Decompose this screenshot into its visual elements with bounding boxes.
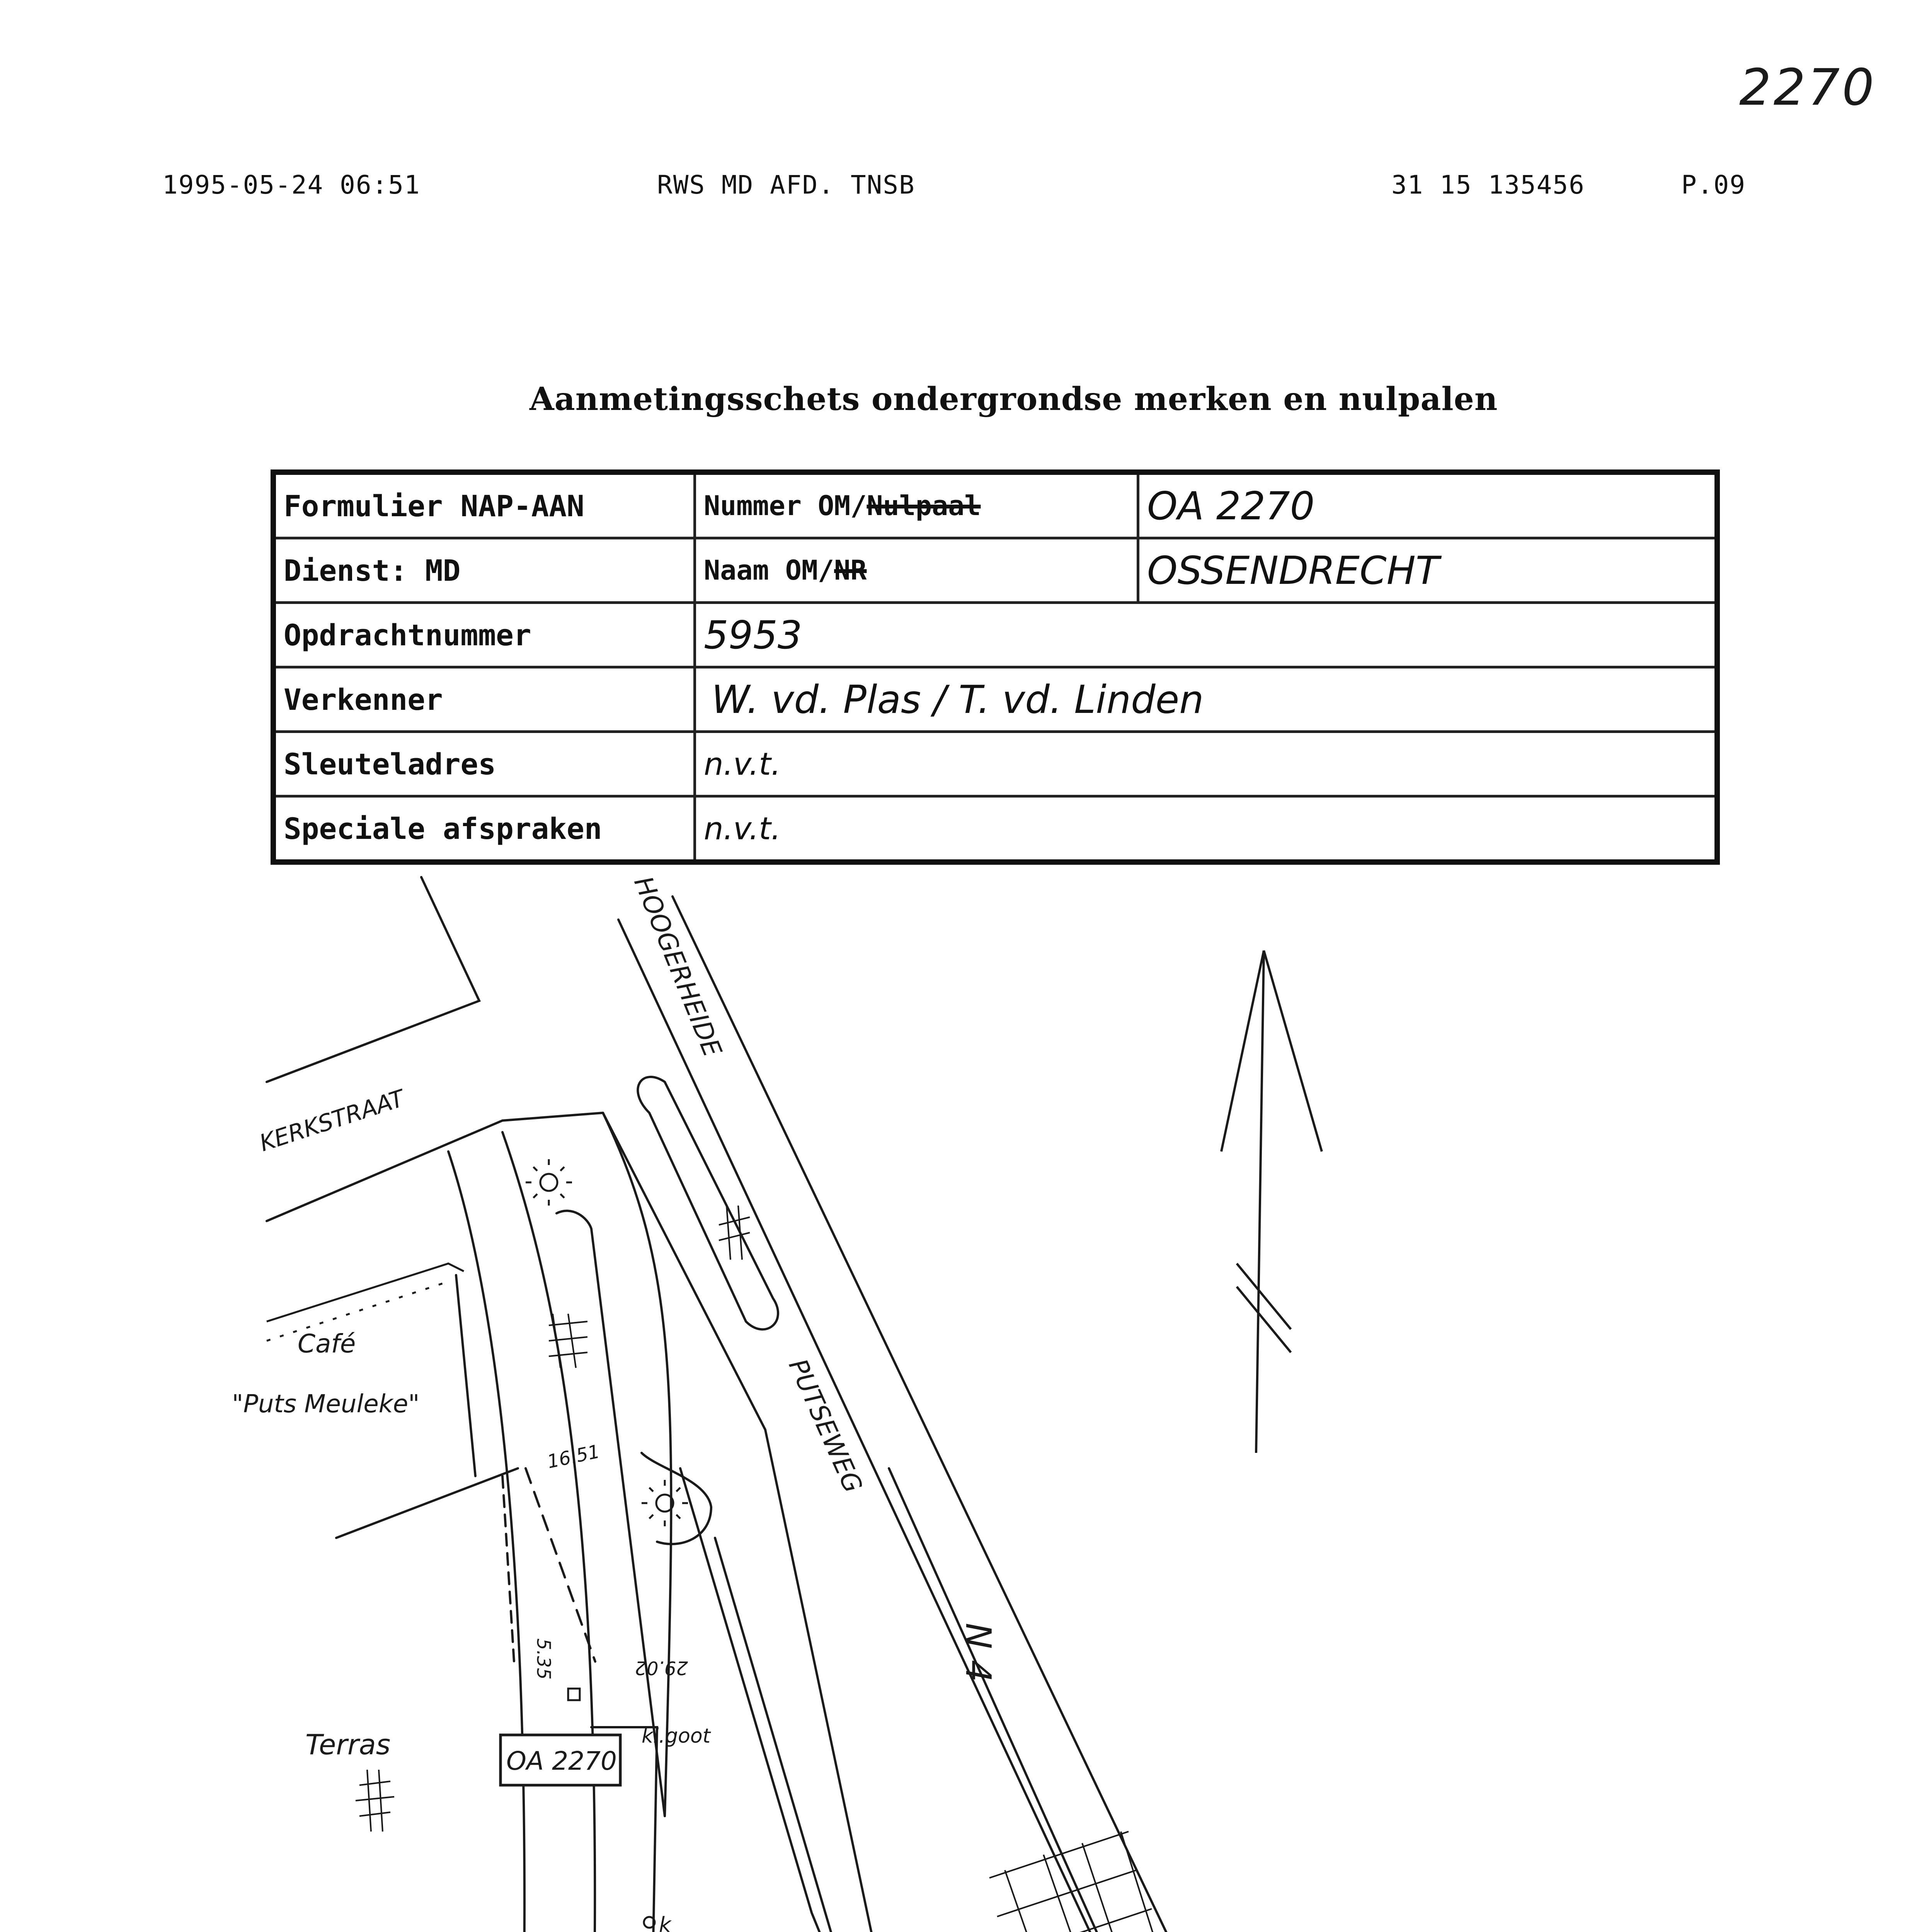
form-value-naam: OSSENDRECHT (1138, 538, 1718, 603)
fax-date-time: 1995-05-24 06:51 (162, 170, 421, 200)
form-label-dienst: Dienst: MD (273, 538, 695, 603)
form-value-sleuteladres: n.v.t. (695, 732, 1718, 796)
form-label-formulier: Formulier NAP-AAN (273, 472, 695, 538)
lamp-icon (642, 1480, 688, 1526)
page-title: Aanmetingsschets ondergrondse merken en nulpalen (529, 381, 1498, 418)
form-label-naam-struck: NR (834, 554, 867, 586)
form-value-nummer: OA 2270 (1138, 472, 1718, 538)
fax-phone: 31 15 135456 (1391, 170, 1585, 200)
street-label-hoogerheide: HOOGERHEIDE (628, 872, 728, 1061)
kl-goot-label: kl.goot (642, 1725, 711, 1748)
form-label-nummer-struck: Nulpaal (867, 490, 981, 522)
measure-label-3: 29.02 (635, 1657, 688, 1679)
k-marker-label: k (659, 1913, 671, 1932)
fax-sender: RWS MD AFD. TNSB (657, 170, 915, 200)
street-label-kerkstraat: KERKSTRAAT (256, 1085, 408, 1157)
cafe-label-line2: "Puts Meuleke" (232, 1390, 420, 1418)
lamp-icon (526, 1159, 572, 1206)
hatch-patches (356, 1206, 1167, 1932)
fax-page-number: P.09 (1681, 170, 1746, 200)
terras-label: Terras (305, 1728, 391, 1761)
form-label-verkenner: Verkenner (273, 667, 695, 732)
form-label-naam-prefix: Naam OM/ (704, 554, 834, 586)
form-label-nummer-prefix: Nummer OM/ (704, 490, 867, 522)
road-label-n4: N 4 (958, 1623, 998, 1682)
measure-label-1: 16.51 (545, 1440, 602, 1473)
form-value-speciale-afspraken: n.v.t. (695, 796, 1718, 862)
form-label-opdrachtnummer: Opdrachtnummer (273, 603, 695, 667)
form-label-sleuteladres: Sleuteladres (273, 732, 695, 796)
street-label-putseweg: PUTSEWEG (783, 1354, 868, 1497)
form-label-speciale-afspraken: Speciale afspraken (273, 796, 695, 862)
form-value-verkenner: W. vd. Plas / T. vd. Linden (695, 667, 1718, 732)
survey-mark-icon (568, 1689, 580, 1700)
cafe-label-line1: Café (298, 1329, 356, 1359)
cafe-outline (267, 1264, 464, 1341)
mark-label: OA 2270 (506, 1746, 617, 1776)
form-value-opdrachtnummer: 5953 (695, 603, 1718, 667)
measure-label-2: 5.35 (533, 1638, 554, 1680)
north-arrow-icon (1221, 951, 1322, 1453)
corner-document-number: 2270 (1739, 58, 1876, 117)
